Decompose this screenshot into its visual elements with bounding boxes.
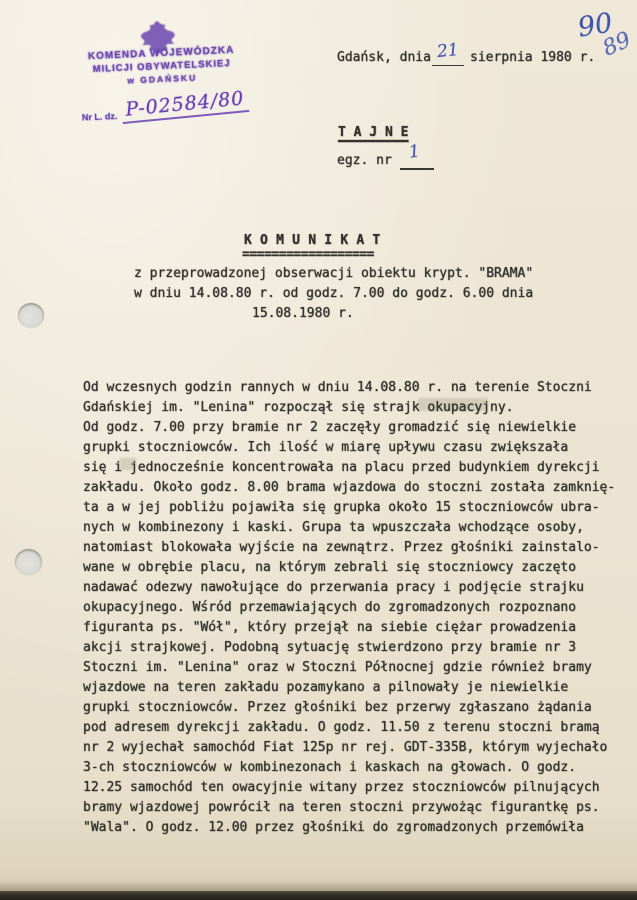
scan-edge-band [0, 891, 637, 900]
body-line: akcji strajkowej. Podobną sytuację stwierdzono przy bramie nr 3 [83, 640, 577, 655]
handwritten-page-number-top: 90 [575, 7, 615, 44]
body-line: 12.25 samochód ten owacyjnie witany przez stoczniowców pilnujących [83, 780, 600, 795]
body-line: Od wczesnych godzin rannych w dniu 14.08.80 r. na terenie Stoczni [83, 380, 592, 395]
body-line: nr 2 wyjechał samochód Fiat 125p nr rej. GDT-335B, którym wyjechało [83, 740, 608, 755]
body-line: pod adresem dyrekcji zakładu. O godz. 11.50 z terenu stoczni bramą [83, 720, 600, 735]
document-title: K O M U N I K A T [244, 233, 381, 248]
stamp-line-1: KOMENDA WOJEWÓDZKA [87, 44, 235, 63]
body-line: się i jednocześnie koncentrowała na placu przed budynkiem dyrekcji [83, 460, 600, 475]
body-line: nadawać odezwy nawołujące do przerwania pracy i podjęcie strajku [83, 580, 584, 595]
title-subtitle-3: 15.08.1980 r. [252, 306, 354, 321]
body-line: 3-ch stoczniowców w kombinezonach i kaskach na głowach. O godz. [83, 760, 577, 775]
copy-label: egz. nr [337, 153, 392, 168]
body-line: okupacyjnego. Wśród przemawiających do zgromadzonych rozpoznano [83, 600, 577, 615]
body-line: figuranta ps. "Wół", który przejął na siebie ciężar prowadzenia [83, 620, 577, 635]
body-line: natomiast blokowała wyjście na zewnątrz. Przez głośniki zainstalo- [83, 540, 600, 555]
stamp-ref-label: Nr L. dz. [81, 110, 118, 123]
stamp-reference-row [81, 87, 252, 123]
body-line: wane w obrębie placu, na którym zebrali się stoczniowcy zaczęto [83, 560, 577, 575]
body-line: grupki stoczniowców. Przez głośniki bez przerwy zgłaszano żądania [83, 700, 592, 715]
stamp-line-3: w GDAŃSKU [127, 72, 198, 86]
secrecy-label: T A J N E [338, 125, 409, 140]
stamp-line-2: MILICJI OBYWATELSKIEJ [92, 58, 231, 76]
page-bottom-shadow [0, 881, 637, 891]
handwritten-day: 21 [436, 39, 460, 63]
dateline-prefix: Gdańsk, dnia [337, 50, 431, 65]
body-line: zakładu. Około godz. 8.00 brama wjazdowa do stoczni została zamknię- [83, 480, 616, 495]
body-text [83, 378, 616, 838]
handwritten-ref-number: P-02584/80 [120, 87, 249, 124]
title-subtitle-2: w dniu 14.08.80 r. od godz. 7.00 do godz. 6.00 dnia [134, 286, 534, 301]
body-line: "Wala". O godz. 12.00 przez głośniki do zgromadzonych przemówiła [83, 820, 584, 835]
official-stamp [80, 15, 245, 132]
title-subtitle-1: z przeprowadzonej obserwacji obiektu krypt. "BRAMA" [134, 266, 534, 281]
body-line: Gdańskiej im. "Lenina" rozpoczął się strajk okupacyjny. [83, 400, 514, 415]
punch-hole-bottom [15, 549, 42, 575]
body-line: bramy wjazdowej powrócił na teren stoczni przywożąc figurantkę ps. [83, 800, 600, 815]
title-underline: ================== [242, 247, 374, 262]
body-line: nych w kombinezony i kaski. Grupa ta wpuszczała wchodzące osoby, [83, 520, 584, 535]
punch-hole-top [18, 303, 44, 328]
body-line: wjazdowe na teren zakładu pozamykano a pilnowały je niewielkie [83, 680, 569, 695]
handwritten-copy-number: 1 [407, 141, 422, 163]
body-line: grupki stoczniowców. Ich ilość w miarę upływu czasu zwiększała [83, 440, 569, 455]
dateline-suffix: sierpnia 1980 r. [470, 50, 596, 65]
body-line: ta a w jej pobliżu pojawiła się grupka około 15 stoczniowców ubra- [83, 500, 600, 515]
body-line: Od godz. 7.00 przy bramie nr 2 zaczęły gromadzić się niewielkie [83, 420, 577, 435]
handwritten-page-number-bottom: 89 [599, 27, 635, 62]
body-line: Stoczni im. "Lenina" oraz w Stoczni Północnej gdzie również bramy [83, 660, 592, 675]
